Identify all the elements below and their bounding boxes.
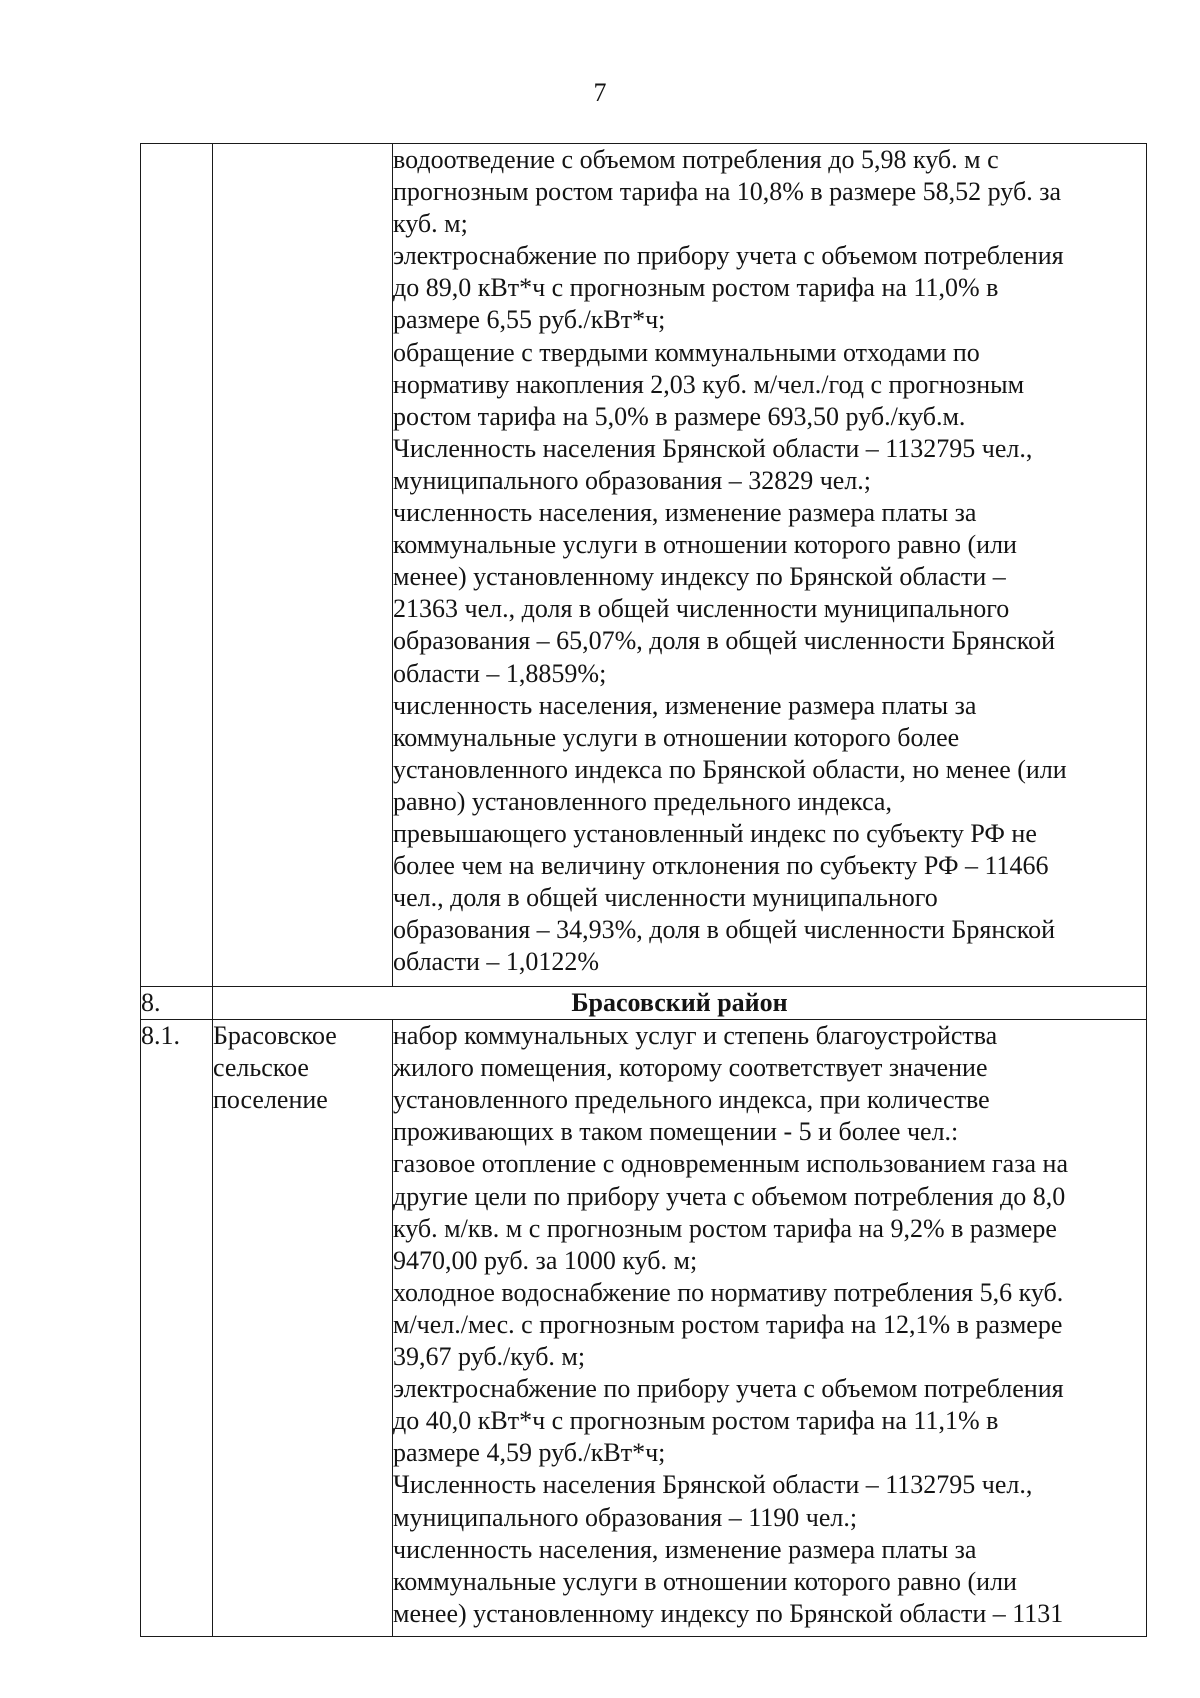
text-line: коммунальные услуги в отношении которого равно (или xyxy=(393,1566,1017,1596)
municipality-name-cell xyxy=(213,144,393,987)
text-line: установленного индекса по Брянской области, но менее (или xyxy=(393,754,1067,784)
text-line: коммунальные услуги в отношении которого равно (или xyxy=(393,530,1017,560)
text-line: муниципального образования – 1190 чел.; xyxy=(393,1502,858,1532)
text-line: численность населения, изменение размера платы за xyxy=(393,498,977,528)
text-line: до 89,0 кВт*ч с прогнозным ростом тарифа на 11,0% в xyxy=(393,273,999,303)
text-line: образования – 34,93%, доля в общей численности Брянской xyxy=(393,915,1056,945)
text-line: куб. м/кв. м с прогнозным ростом тарифа на 9,2% в размере xyxy=(393,1213,1057,1243)
text-line: области – 1,8859%; xyxy=(393,658,607,688)
name-line: Брасовское xyxy=(213,1021,337,1051)
text-line: Численность населения Брянской области – 1132795 чел., xyxy=(393,1470,1033,1500)
text-line: электроснабжение по прибору учета с объемом потребления xyxy=(393,241,1064,271)
municipality-name-cell xyxy=(213,1020,393,1637)
text-line: куб. м; xyxy=(393,209,468,239)
text-line: 9470,00 руб. за 1000 куб. м; xyxy=(393,1245,698,1275)
text-line: м/чел./мес. с прогнозным ростом тарифа на 12,1% в размере xyxy=(393,1309,1063,1339)
text-line: численность населения, изменение размера платы за xyxy=(393,690,977,720)
text-line: образования – 65,07%, доля в общей численности Брянской xyxy=(393,626,1056,656)
name-line: сельское xyxy=(213,1053,309,1083)
section-title: Брасовский район xyxy=(213,987,1147,1020)
text-line: более чем на величину отклонения по субъекту РФ – 11466 xyxy=(393,851,1049,881)
page-number: 7 xyxy=(593,78,607,107)
text-line: нормативу накопления 2,03 куб. м/чел./год с прогнозным xyxy=(393,369,1025,399)
text-line: области – 1,0122% xyxy=(393,947,600,977)
text-line: муниципального образования – 32829 чел.; xyxy=(393,465,872,495)
text-line: численность населения, изменение размера платы за xyxy=(393,1534,977,1564)
text-line: до 40,0 кВт*ч с прогнозным ростом тарифа на 11,1% в xyxy=(393,1406,999,1436)
text-line: размере 4,59 руб./кВт*ч; xyxy=(393,1438,666,1468)
text-line: обращение с твердыми коммунальными отходами по xyxy=(393,337,980,367)
row-number-cell: 8.1. xyxy=(141,1020,213,1637)
text-line: проживающих в таком помещении - 5 и более чел.: xyxy=(393,1117,959,1147)
text-line: Численность населения Брянской области – 1132795 чел., xyxy=(393,433,1033,463)
row-number-cell xyxy=(141,144,213,987)
text-line: электроснабжение по прибору учета с объемом потребления xyxy=(393,1374,1064,1404)
text-line: прогнозным ростом тарифа на 10,8% в размере 58,52 руб. за xyxy=(393,177,1062,207)
table-row-continued xyxy=(141,144,1147,987)
table-row-8-1 xyxy=(141,1020,1147,1637)
text-line: коммунальные услуги в отношении которого более xyxy=(393,722,960,752)
text-line: холодное водоснабжение по нормативу потребления 5,6 куб. xyxy=(393,1277,1064,1307)
text-line: равно) установленного предельного индекса, xyxy=(393,786,892,816)
text-line: менее) установленному индексу по Брянской области – 1131 xyxy=(393,1598,1064,1628)
text-line: 21363 чел., доля в общей численности муниципального xyxy=(393,594,1010,624)
text-line: менее) установленному индексу по Брянской области – xyxy=(393,562,1006,592)
text-line: превышающего установленный индекс по субъекту РФ не xyxy=(393,818,1037,848)
text-line: газовое отопление с одновременным использованием газа на xyxy=(393,1149,1068,1179)
text-line: установленного предельного индекса, при количестве xyxy=(393,1085,990,1115)
text-line: водоотведение с объемом потребления до 5,98 куб. м с xyxy=(393,145,999,174)
section-number-cell: 8. xyxy=(141,987,213,1020)
table-row-section xyxy=(141,987,1147,1020)
text-line: ростом тарифа на 5,0% в размере 693,50 руб./куб.м. xyxy=(393,401,966,431)
text-line: 39,67 руб./куб. м; xyxy=(393,1342,586,1372)
text-line: размере 6,55 руб./кВт*ч; xyxy=(393,305,666,335)
description-cell xyxy=(393,144,1147,987)
text-line: жилого помещения, которому соответствует значение xyxy=(393,1053,988,1083)
tariff-table xyxy=(140,143,1147,1637)
name-line: поселение xyxy=(213,1085,328,1115)
text-line: другие цели по прибору учета с объемом потребления до 8,0 xyxy=(393,1181,1066,1211)
text-line: набор коммунальных услуг и степень благоустройства xyxy=(393,1021,998,1051)
description-cell xyxy=(393,1020,1147,1637)
text-line: чел., доля в общей численности муниципального xyxy=(393,883,938,913)
